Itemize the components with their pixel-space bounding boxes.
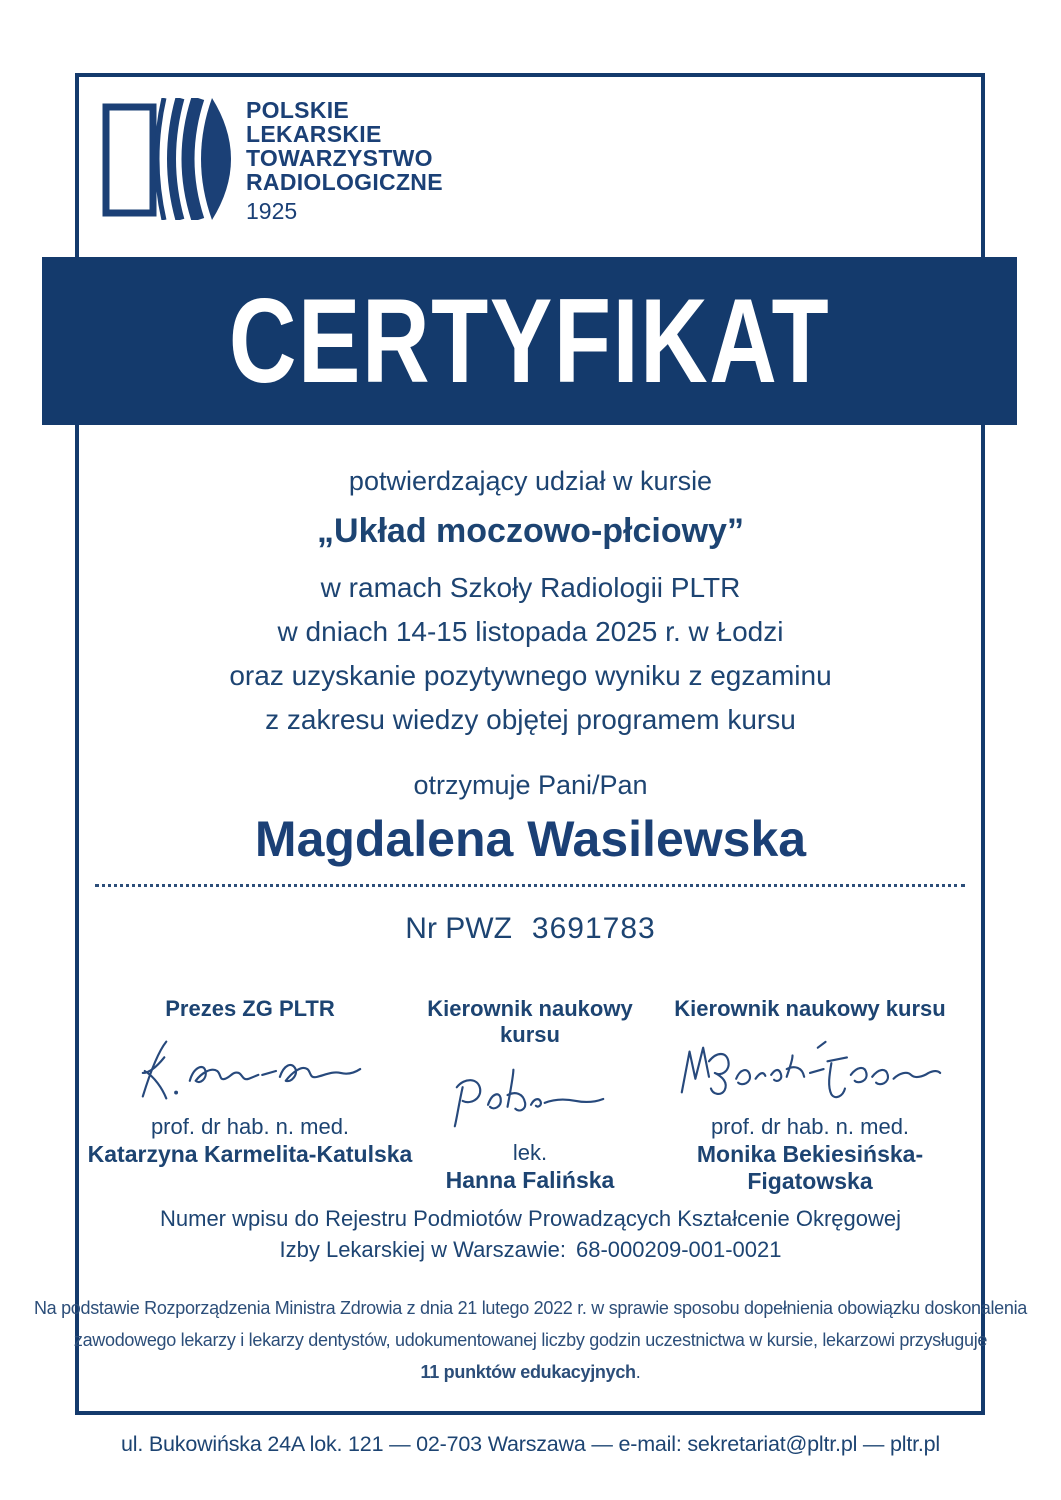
registry-number: 68-000209-001-0021 [575, 1237, 782, 1262]
pwz-label: Nr PWZ [405, 912, 512, 945]
pltr-logo-text [246, 98, 443, 225]
signatory-role: Prezes ZG PLTR [165, 996, 335, 1021]
recipient-name: Magdalena Wasilewska [254, 811, 807, 867]
pwz-line [0, 912, 1061, 946]
signatory-role: Kierownik naukowy kursu [427, 996, 633, 1047]
registry-line-2-label: Izby Lekarskiej w Warszawie: [279, 1237, 566, 1262]
signatory-degree: prof. dr hab. n. med. [710, 1114, 910, 1139]
pwz-number: 3691783 [531, 912, 656, 945]
dotted-separator [95, 884, 965, 887]
signatory-block-president [75, 996, 425, 1195]
receives-line: otrzymuje Pani/Pan [413, 770, 648, 800]
course-title: „Układ moczowo-płciowy” [317, 512, 744, 550]
certificate-title: CERTYFIKAT [228, 274, 831, 408]
signature-hanna-falinska-icon [447, 1056, 613, 1138]
signatory-name: Monika Bekiesińska-Figatowska [696, 1141, 924, 1194]
signatory-degree: lek. [512, 1140, 548, 1165]
logo-line-2: LEKARSKIE [246, 121, 382, 147]
intro-line: potwierdzający udział w kursie [348, 466, 713, 496]
registry-line-2 [0, 1237, 1061, 1263]
registry-line-1: Numer wpisu do Rejestru Podmiotów Prowadzących Kształcenie Okręgowej [160, 1206, 901, 1231]
footer-address: ul. Bukowińska 24A lok. 121 — 02-703 Warszawa — e-mail: sekretariat@pltr.pl — pltr.pl [121, 1432, 940, 1456]
signatory-name: Katarzyna Karmelita-Katulska [87, 1141, 413, 1167]
legal-line-1: Na podstawie Rozporządzenia Ministra Zdrowia z dnia 21 lutego 2022 r. w sprawie sposobu dopełnienia obowiązku doskonalenia [33, 1298, 1028, 1318]
signatories-row [75, 996, 985, 1195]
signatory-block-course-director-2 [635, 996, 985, 1195]
exam-line-1: oraz uzyskanie pozytywnego wyniku z egzaminu [229, 660, 832, 691]
signatory-name: Hanna Falińska [445, 1167, 615, 1193]
pltr-logo-icon [100, 98, 232, 220]
title-banner [42, 257, 1017, 425]
program-line: w ramach Szkoły Radiologii PLTR [320, 572, 741, 603]
signature-katarzyna-karmelita-katulska-icon [133, 1030, 368, 1112]
logo-line-3: TOWARZYSTWO [246, 145, 433, 171]
dates-line: w dniach 14-15 listopada 2025 r. w Łodzi [277, 616, 784, 647]
exam-line-2: z zakresu wiedzy objętej programem kursu [265, 704, 796, 735]
signatory-role: Kierownik naukowy kursu [674, 996, 946, 1021]
education-points-period: . [635, 1362, 641, 1382]
legal-line-3 [0, 1362, 1061, 1383]
logo-line-4: RADIOLOGICZNE [246, 169, 443, 195]
pltr-logo [100, 98, 443, 225]
education-points: 11 punktów edukacyjnych [420, 1362, 636, 1382]
logo-year: 1925 [246, 198, 298, 224]
signature-monika-bekiesinska-figatowska-icon [674, 1030, 946, 1112]
logo-line-1: POLSKIE [246, 97, 350, 123]
signatory-degree: prof. dr hab. n. med. [150, 1114, 350, 1139]
legal-line-2: zawodowego lekarzy i lekarzy dentystów, udokumentowanej liczby godzin uczestnictwa w kursie, lekarzowi przysługuje [73, 1330, 988, 1350]
signatory-block-course-director-1 [425, 996, 635, 1195]
